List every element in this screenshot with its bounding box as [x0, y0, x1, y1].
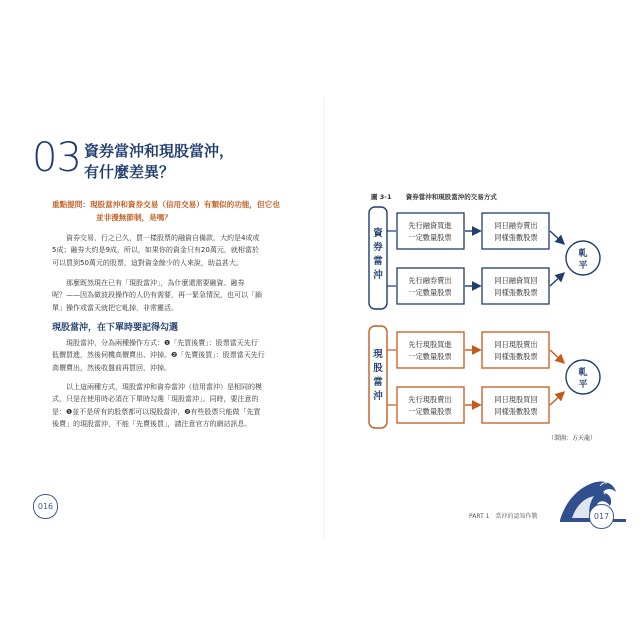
figure-title: 資券當沖和現股當沖的交易方式 [405, 193, 497, 201]
g2-box2-text1: 同日現股賣出 [494, 340, 538, 349]
result2-text1: 軋 [578, 368, 588, 378]
result2-text2: 平 [578, 380, 588, 390]
g1-box4-text1: 同日融資買回 [494, 276, 538, 285]
g2-box1-text2: 一定數量股票 [408, 352, 452, 361]
group-margin-daytrade [369, 207, 600, 309]
p2-line2: 呢？——因為做波段操作的人仍有需要，再一緊急情況，也可以「鎖 [52, 291, 262, 300]
chapter-title-line1: 資券當沖和現股當沖， [84, 142, 235, 160]
result1-text2: 平 [578, 261, 588, 271]
group1-label-c4: 沖 [373, 270, 383, 281]
page-number-left: 016 [33, 494, 58, 519]
arrow [550, 231, 563, 243]
g2-box2 [482, 332, 549, 368]
g1-box2 [482, 213, 549, 249]
group2-label-c2: 股 [373, 363, 383, 374]
g2-box3-text2: 一定數量股票 [408, 407, 452, 416]
arrow [550, 274, 563, 286]
g2-box4 [482, 387, 549, 423]
p4-line1: 以上這兩種方式，現股當沖和資券當沖（信用當沖）是相同的模 [66, 383, 262, 391]
p4-line2: 式，只是在使用時必須在下單時勾選「現股當沖」。同時，要注意的 [52, 395, 259, 404]
p1-line1: 資券交易，行之已久，買一樣股票的融資自備款，大約是4成或 [66, 234, 260, 242]
arrow [550, 350, 563, 362]
result1-text1: 軋 [578, 249, 588, 259]
g1-box3-text1: 先行融券賣出 [408, 276, 452, 285]
section-subheading: 現股當沖，在下單時要記得勾選 [52, 323, 179, 333]
group2-label-c1: 現 [373, 349, 383, 360]
g1-box4 [482, 268, 549, 304]
group2-label-c3: 當 [373, 377, 383, 388]
group1-label-c2: 券 [373, 242, 383, 253]
figure-credit: （製圖：方天龍） [548, 435, 597, 442]
g2-box3-text1: 先行現股賣出 [408, 395, 452, 404]
key-question-line2: 並非漫無節制，是嗎？ [96, 213, 172, 222]
g1-box3-text2: 一定數量股票 [408, 288, 452, 297]
arrow [550, 393, 563, 405]
p3-line2: 低價買進，然後伺機高價賣出、沖掉。❷「先賣後買」：股票當天先行 [52, 351, 265, 360]
p3-line3: 高價賣出，然後收盤前再買回，沖掉。 [52, 363, 171, 372]
chapter-number: 03 [32, 135, 81, 181]
g2-box2-text2: 同樣張數股票 [494, 352, 538, 361]
g1-box1 [397, 213, 464, 249]
chapter-title-line2: 有什麼差異？ [84, 163, 175, 181]
g1-box1-text1: 先行融資買進 [408, 221, 452, 230]
g1-box2-text1: 同日融券賣出 [494, 221, 538, 230]
p2-line3: 單」操作或當天就把它軋掉，非常靈活。 [52, 303, 178, 312]
figure-number: 圖 3-1 [371, 193, 392, 201]
group1-label-c3: 當 [373, 256, 383, 267]
p1-line2: 5成；融券大約是9成，所以，如果你的資金只有20萬元，就相當於 [52, 246, 259, 255]
g2-box1-text1: 先行現股買進 [408, 340, 452, 349]
page-number-right: 017 [589, 504, 614, 529]
p1-line3: 可以買到50萬元的股票，這對資金餘少的人來說，助益甚大。 [52, 258, 243, 267]
g1-box3 [397, 268, 464, 304]
g2-box1 [397, 332, 464, 368]
g2-box4-text2: 同樣張數股票 [494, 407, 538, 416]
p4-line3: 是：❶並不是所有的股票都可以現股當沖，❷有些股票只能做「先買 [52, 407, 261, 416]
g1-box4-text2: 同樣張數股票 [494, 288, 538, 297]
g1-box1-text2: 一定數量股票 [408, 233, 452, 242]
key-question-line1: 重點提問：現股當沖和資券交易（信用交易）有類似的功能，但它也 [52, 200, 280, 209]
p2-line1: 那麼既然現在已有「現股當沖」，為什麼還需要融資、融券 [66, 279, 245, 287]
g2-box3 [397, 387, 464, 423]
part-label: PART 1 當沖的認知作戰 [469, 513, 538, 520]
g1-box2-text2: 同樣張數股票 [494, 233, 538, 242]
group-cash-daytrade [369, 326, 600, 428]
group1-label-c1: 資 [373, 228, 383, 239]
p4-line4: 後賣」的現股當沖，不能「先賣後買」，請注意官方的網站訊息。 [52, 420, 252, 429]
p3-line1: 現股當沖，分為兩種操作方式：❶「先買後賣」：股票當天先行 [66, 339, 258, 347]
group2-label-c4: 沖 [373, 391, 383, 402]
g2-box4-text1: 同日現股買回 [494, 395, 538, 404]
